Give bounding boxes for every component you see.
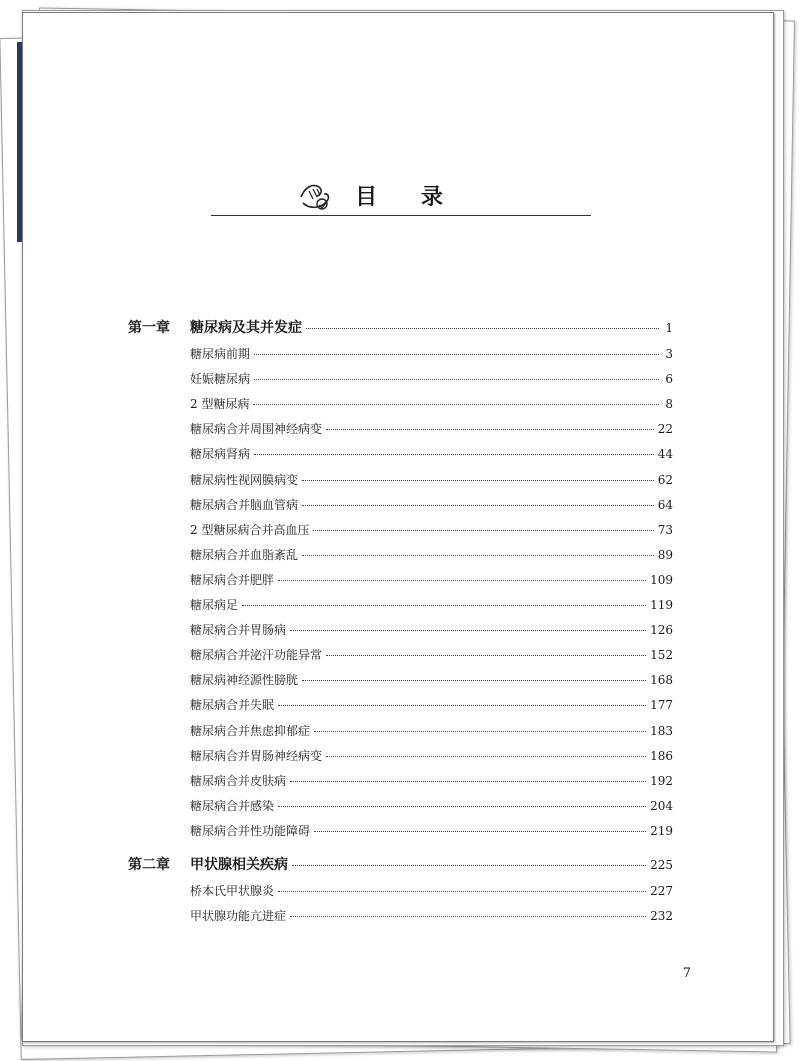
toc-section-row[interactable] bbox=[190, 907, 673, 929]
toc-page-number: 6 bbox=[665, 372, 673, 387]
toc-section-row[interactable] bbox=[190, 395, 673, 417]
toc-section-row[interactable] bbox=[190, 571, 673, 593]
toc-page-number: 109 bbox=[650, 572, 673, 587]
toc-page-number: 1 bbox=[665, 321, 673, 335]
toc-section-row[interactable] bbox=[190, 696, 673, 718]
dot-leader bbox=[326, 756, 646, 757]
page-title: 目 录 bbox=[355, 184, 461, 210]
toc-page-number: 44 bbox=[657, 447, 673, 462]
toc-section-row[interactable] bbox=[190, 345, 673, 367]
section-title: 桥本氏甲状腺炎 bbox=[190, 883, 275, 898]
toc-section-row[interactable] bbox=[190, 546, 673, 568]
toc-page-number: 73 bbox=[657, 522, 673, 537]
dot-leader bbox=[254, 354, 659, 355]
toc-page-number: 183 bbox=[650, 723, 673, 738]
toc-page-number: 152 bbox=[650, 648, 673, 663]
dot-leader bbox=[314, 831, 646, 832]
toc-page-number: 62 bbox=[657, 472, 673, 487]
toc-section-row[interactable] bbox=[190, 621, 673, 643]
toc-section-row[interactable] bbox=[190, 671, 673, 693]
toc-page-number: 89 bbox=[657, 547, 673, 562]
toc-section-row[interactable] bbox=[190, 646, 673, 668]
section-title: 糖尿病合并肥胖 bbox=[190, 572, 275, 587]
dot-leader bbox=[302, 505, 654, 506]
section-title: 2 型糖尿病 bbox=[190, 397, 250, 412]
section-title: 糖尿病合并胃肠病 bbox=[190, 623, 287, 638]
toc-section-row[interactable] bbox=[190, 882, 673, 904]
dot-leader bbox=[302, 680, 646, 681]
section-title: 2 型糖尿病合并高血压 bbox=[190, 522, 310, 537]
toc-page bbox=[22, 12, 774, 1042]
hands-logo-icon bbox=[295, 175, 335, 215]
section-title: 糖尿病性视网膜病变 bbox=[190, 472, 299, 487]
chapter-number: 第一章 bbox=[128, 320, 170, 336]
section-title: 糖尿病合并失眠 bbox=[190, 698, 275, 713]
toc-page-number: 8 bbox=[665, 397, 673, 412]
section-title: 糖尿病合并血脂紊乱 bbox=[190, 547, 299, 562]
section-title: 糖尿病合并皮肤病 bbox=[190, 773, 287, 788]
dot-leader bbox=[278, 705, 646, 706]
section-title: 糖尿病合并感染 bbox=[190, 798, 275, 813]
toc-section-row[interactable] bbox=[190, 596, 673, 618]
section-title: 糖尿病合并周围神经病变 bbox=[190, 422, 323, 437]
dot-leader bbox=[254, 454, 654, 455]
dot-leader bbox=[326, 429, 654, 430]
dot-leader bbox=[290, 781, 646, 782]
chapter-title: 甲状腺相关疾病 bbox=[190, 856, 288, 873]
dot-leader bbox=[302, 555, 654, 556]
title-divider bbox=[211, 215, 591, 216]
section-title: 糖尿病合并性功能障碍 bbox=[190, 823, 311, 838]
section-title: 糖尿病前期 bbox=[190, 347, 251, 361]
toc-section-row[interactable] bbox=[190, 747, 673, 769]
chapter-number: 第二章 bbox=[128, 856, 170, 873]
toc-heading bbox=[23, 175, 773, 215]
dot-leader bbox=[253, 404, 659, 405]
toc-page-number: 177 bbox=[650, 698, 673, 713]
toc-page-number: 192 bbox=[650, 773, 673, 788]
toc-chapter-row[interactable] bbox=[128, 854, 673, 876]
dot-leader bbox=[313, 530, 653, 531]
toc-section-row[interactable] bbox=[190, 822, 673, 844]
dot-leader bbox=[302, 480, 654, 481]
toc-chapter-row[interactable] bbox=[128, 317, 673, 339]
toc-page-number: 119 bbox=[650, 598, 673, 612]
dot-leader bbox=[278, 806, 646, 807]
toc-section-row[interactable] bbox=[190, 772, 673, 794]
toc-page-number: 186 bbox=[650, 748, 673, 763]
toc-section-row[interactable] bbox=[190, 797, 673, 819]
toc-section-row[interactable] bbox=[190, 445, 673, 467]
dot-leader bbox=[290, 916, 646, 917]
section-title: 糖尿病肾病 bbox=[190, 447, 251, 462]
dot-leader bbox=[242, 605, 646, 606]
section-title: 糖尿病神经源性膀胱 bbox=[190, 673, 299, 688]
section-title: 甲状腺功能亢进症 bbox=[190, 909, 287, 923]
toc-page-number: 219 bbox=[650, 823, 673, 838]
section-title: 糖尿病合并胃肠神经病变 bbox=[190, 748, 323, 763]
toc-section-row[interactable] bbox=[190, 370, 673, 392]
dot-leader bbox=[290, 630, 646, 631]
section-title: 妊娠糖尿病 bbox=[190, 372, 251, 387]
section-title: 糖尿病合并脑血管病 bbox=[190, 497, 299, 512]
toc-page-number: 232 bbox=[650, 909, 673, 923]
toc-page-number: 126 bbox=[650, 623, 673, 638]
toc-page-number: 22 bbox=[657, 422, 673, 437]
section-title: 糖尿病合并焦虑抑郁症 bbox=[190, 723, 311, 738]
toc-page-number: 3 bbox=[665, 347, 673, 361]
toc-page-number: 227 bbox=[650, 883, 673, 898]
dot-leader bbox=[292, 865, 646, 866]
page-number: 7 bbox=[682, 966, 691, 981]
toc-section-row[interactable] bbox=[190, 471, 673, 493]
toc-section-row[interactable] bbox=[190, 521, 673, 543]
dot-leader bbox=[314, 731, 646, 732]
toc-section-row[interactable] bbox=[190, 420, 673, 442]
toc-page-number: 168 bbox=[650, 673, 673, 688]
dot-leader bbox=[326, 655, 646, 656]
dot-leader bbox=[278, 580, 646, 581]
toc-page-number: 64 bbox=[657, 497, 673, 512]
toc-section-row[interactable] bbox=[190, 496, 673, 518]
chapter-title: 糖尿病及其并发症 bbox=[190, 320, 302, 336]
dot-leader bbox=[254, 379, 659, 380]
dot-leader bbox=[306, 328, 659, 329]
toc-page-number: 225 bbox=[650, 857, 673, 872]
dot-leader bbox=[278, 891, 646, 892]
section-title: 糖尿病足 bbox=[190, 598, 239, 612]
toc-page-number: 204 bbox=[650, 798, 673, 813]
toc-section-row[interactable] bbox=[190, 722, 673, 744]
section-title: 糖尿病合并泌汗功能异常 bbox=[190, 648, 323, 663]
